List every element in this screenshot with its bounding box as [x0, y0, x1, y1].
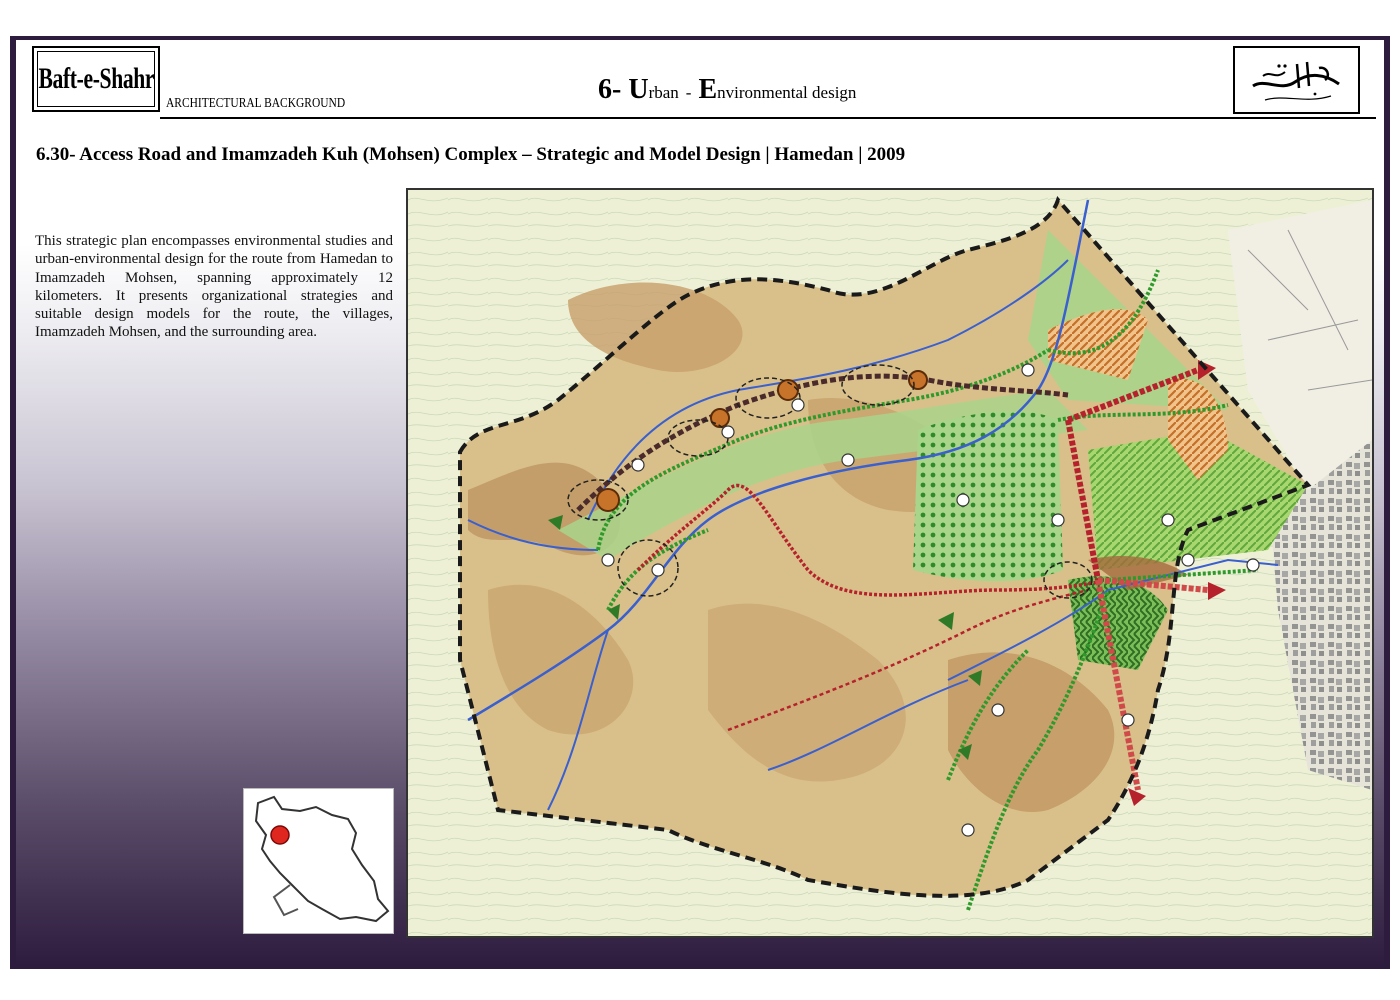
logo-subtitle: ARCHITECTURAL BACKGROUND [166, 96, 346, 111]
persian-calligraphy-logo-icon [1233, 46, 1360, 114]
strategic-plan-map [406, 188, 1374, 938]
logo-text: Baft-e-Shahr [38, 62, 154, 95]
map-drawing [408, 190, 1372, 936]
section-title: 6- Urban - Environmental design [598, 74, 857, 105]
iran-location-map-icon [243, 788, 394, 934]
page-title: 6.30- Access Road and Imamzadeh Kuh (Mohsen) Complex – Strategic and Model Design | Hamedan | 2009 [36, 144, 906, 165]
project-description: This strategic plan encompasses environmental studies and urban-environmental design for the route from Hamedan to Imamzadeh Mohsen, spanning approximately 12 kilometers. It presents organizational strategies and suitable design models for the route, the villages, Imamzadeh Mohsen, and the surrounding area. [35, 233, 393, 341]
header-divider [160, 117, 1376, 119]
brand-logo [32, 46, 160, 112]
